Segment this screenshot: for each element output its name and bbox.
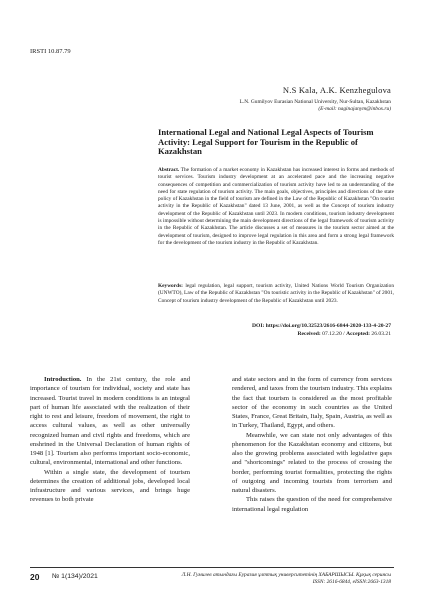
authors: N.S Kala, A.K. Kenzhegulova [282, 85, 391, 95]
body-paragraph: Meanwhile, we can state not only advantages of this phenomenon for the Kazakhstan economy and citizens, but also the growing problems associated with legislative gaps and "shortcomings" related to the process of crossing the border, performing tourist formalities, protecting the rights of outgoing and incoming tourists from terrorism and natural disasters. [232, 431, 392, 494]
keywords [158, 283, 394, 305]
article-title: International Legal and National Legal Aspects of Tourism Activity: Legal Support for Tourism in the Republic of Kazakhstan [158, 127, 374, 157]
affiliation-block [240, 99, 391, 114]
accepted-label: Accepted: [346, 331, 371, 337]
received-accepted: Received: 07.12.20 / Accepted: 26.03.21 [297, 331, 391, 337]
keywords-label: Keywords: [158, 283, 183, 289]
footer-divider [30, 567, 394, 568]
body-paragraph: This raises the question of the need for comprehensive international legal regulation [232, 496, 392, 513]
body-column-right [232, 375, 392, 514]
abstract-label: Abstract. [158, 167, 180, 173]
journal-footer [182, 572, 391, 586]
affiliation: L.N. Gumilyov Eurasian National University, Nur-Sultan, Kazakhstan [239, 99, 391, 105]
irsti-code: IRSTI 10.87.79 [30, 48, 71, 55]
received-label: Received: [297, 331, 321, 337]
doi-link[interactable]: DOI: https://doi.org/10.32523/2616-6844-2020-133-4-20-27 [251, 323, 391, 329]
body-text: In the 21st century, the role and importance of tourism for individual, society and state has increased. Tourist travel in modern conditions is an integral part of human life associated with the realization of their right to rest and leisure, freedom of movement, the right to access cultural values, as well as other universally recognized human and civil rights and freedoms, which are enshrined in the Universal Declaration of human rights of 1948 [1]. Tourism also performs important socio-economic, cultural, environmental, international and other functions. [30, 376, 190, 467]
issue-number: № 1(134)/2021 [52, 573, 98, 580]
abstract [158, 167, 394, 247]
received-date: 07.12.20 [322, 331, 342, 337]
body-paragraph: and state sectors and in the form of currency from services rendered, and taxes from the tourism industry. This explains the fact that tourism is considered as the most profitable sector of the economy in such countries as the United States, France, Great Britain, Italy, Spain, Austria, as well as in Turkey, Thailand, Egypt, and others. [232, 376, 392, 430]
journal-issn: ISSN: 2616-6844, eISSN:2663-1318 [312, 579, 391, 585]
journal-name: Л.Н. Гумилев атындағы Еуразия ұлттық университетінің ХАБАРШЫСЫ. Құқық сериясы [181, 572, 391, 578]
body-paragraph [30, 375, 190, 468]
body-column-left [30, 375, 190, 505]
author-email: (E-mail: naginajanym@inbox.ru) [318, 106, 391, 113]
page-number: 20 [30, 572, 40, 582]
accepted-date: 26.03.21 [371, 331, 391, 337]
introduction-label: Introduction. [44, 376, 82, 383]
abstract-text: The formation of a market economy in Kazakhstan has increased interest in forms and methods of tourist services. Tourism industry development at an accelerated pace and the increasing negative consequences of competition and commercialization of tourism activity have led to an understanding of the need for state regulation of tourism activity. The main goals, objectives, principles and directions of the state policy of Kazakhstan in the field of tourism are defined in the Law of the Republic of Kazakhstan "On tourist activity in the Republic of Kazakhstan" dated 13 June, 2001, as well as the Concept of tourism industry development of the Republic of Kazakhstan until 2023. In modern conditions, tourism industry development is impossible without determining the main development directions of the legal framework of tourism activity in the Republic of Kazakhstan. The article discusses a set of measures in the tourism sector aimed at the development of tourism, designed to improve legal regulation in this area and form a strong legal framework for the development of the tourism industry in the Republic of Kazakhstan. [158, 167, 394, 246]
body-paragraph: Within a single state, the development of tourism determines the creation of additional jobs, developed local infrastructure and various services, and brings huge revenues to both private [30, 468, 190, 504]
keywords-text: legal regulation, legal support, tourism activity, United Nations World Tourism Organization (UNWTO), Law of the Republic of Kazakhstan "On touristic activity in the Republic of Kazakhstan" of 2001, Concept of tourism industry development of the Republic of Kazakhstan until 2023. [158, 283, 394, 304]
